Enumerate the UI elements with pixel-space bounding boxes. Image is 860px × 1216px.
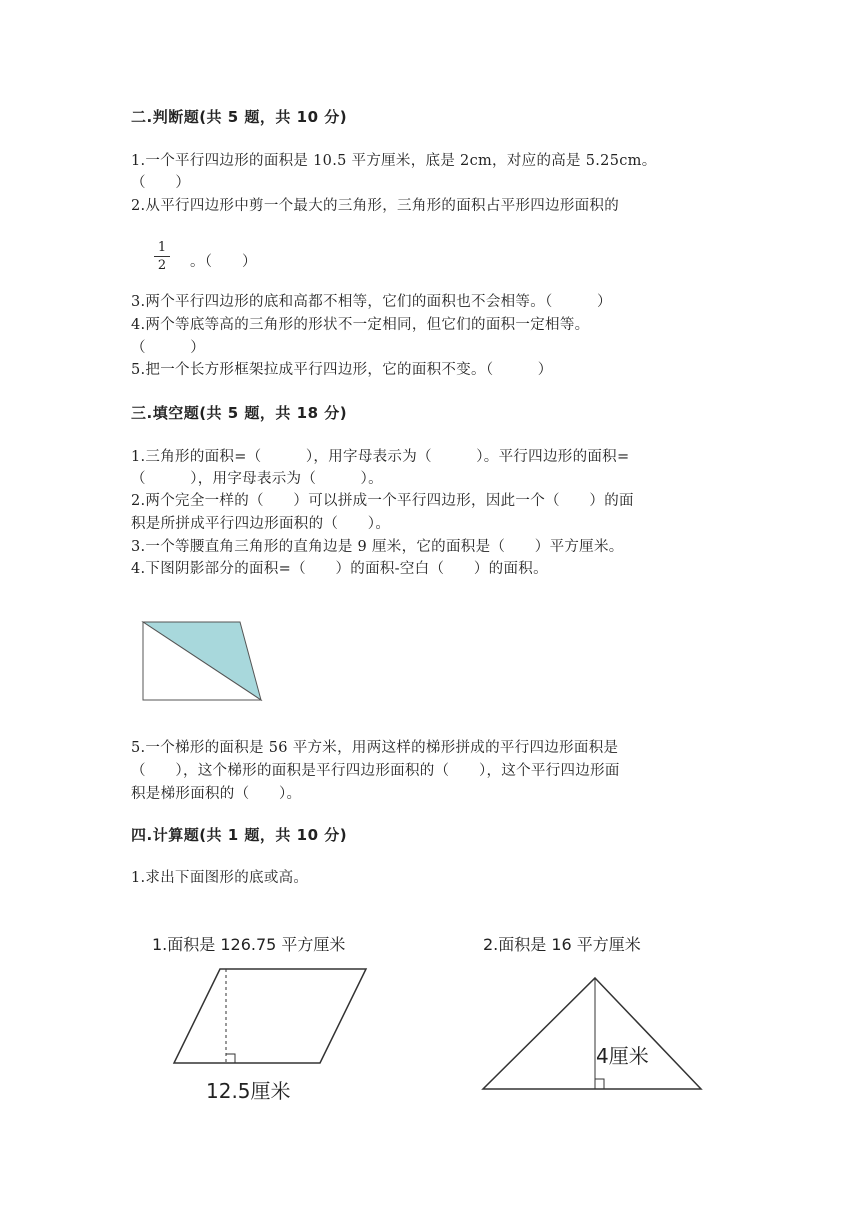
judgment-q4-text: 4.两个等底等高的三角形的形状不一定相同，但它们的面积一定相等。 <box>131 317 590 333</box>
judgment-q5-text: 5.把一个长方形框架拉成平行四边形，它的面积不变。（ ） <box>131 362 553 378</box>
fraction-one-half <box>154 240 170 273</box>
triangle-right-angle-mark <box>595 1079 604 1089</box>
parallelogram-outline <box>174 969 366 1063</box>
judgment-q4-answer-blank: （ ） <box>131 340 205 356</box>
fill-q3-text: 3.一个等腰直角三角形的直角边是 9 厘米，它的面积是（ ）平方厘米。 <box>131 539 624 555</box>
judgment-q2-text: 2.从平行四边形中剪一个最大的三角形，三角形的面积占平形四边形面积的 <box>131 198 620 214</box>
fill-q5-line2: （ ），这个梯形的面积是平行四边形面积的（ ），这个平行四边形面 <box>131 763 620 779</box>
fill-q2-line1: 2.两个完全一样的（ ）可以拼成一个平行四边形，因此一个（ ）的面 <box>131 493 634 509</box>
judgment-q1-text: 1.一个平行四边形的面积是 10.5 平方厘米，底是 2cm，对应的高是 5.25cm。 <box>131 153 657 169</box>
fill-q4-text: 4.下图阴影部分的面积=（ ）的面积-空白（ ）的面积。 <box>131 561 548 577</box>
triangle-figure <box>480 975 705 1095</box>
shaded-trapezoid-figure <box>140 620 265 702</box>
fill-q1-line2: （ ），用字母表示为（ ）。 <box>131 471 383 487</box>
fill-q1-line1: 1.三角形的面积=（ ），用字母表示为（ ）。平行四边形的面积= <box>131 449 630 465</box>
fraction-bar <box>154 256 170 257</box>
triangle-outline <box>483 978 701 1089</box>
fill-q2-line2: 积是所拼成平行四边形面积的（ ）。 <box>131 516 391 532</box>
calc-q1-text: 1.求出下面图形的底或高。 <box>131 870 309 886</box>
fraction-denominator: 2 <box>157 258 167 273</box>
fill-q5-line3: 积是梯形面积的（ ）。 <box>131 786 302 802</box>
section-heading-judgment: 二.判断题(共 5 题，共 10 分) <box>131 108 348 126</box>
figure2-height-label: 4厘米 <box>596 1044 649 1068</box>
right-angle-mark <box>226 1054 235 1063</box>
section-heading-calculation: 四.计算题(共 1 题，共 10 分) <box>131 826 348 844</box>
judgment-q2-answer-blank: 。（ ） <box>190 254 257 270</box>
figure1-title: 1.面积是 126.75 平方厘米 <box>152 935 346 954</box>
parallelogram-figure <box>170 965 370 1065</box>
judgment-q1-answer-blank: （ ） <box>131 175 191 191</box>
figure2-title: 2.面积是 16 平方厘米 <box>483 935 641 954</box>
fill-q5-line1: 5.一个梯形的面积是 56 平方米，用两这样的梯形拼成的平行四边形面积是 <box>131 740 619 756</box>
fraction-numerator: 1 <box>157 240 167 255</box>
section-heading-fill-in: 三.填空题(共 5 题，共 18 分) <box>131 404 348 422</box>
figure1-base-label: 12.5厘米 <box>206 1079 291 1103</box>
judgment-q3-text: 3.两个平行四边形的底和高都不相等，它们的面积也不会相等。（ ） <box>131 294 612 310</box>
